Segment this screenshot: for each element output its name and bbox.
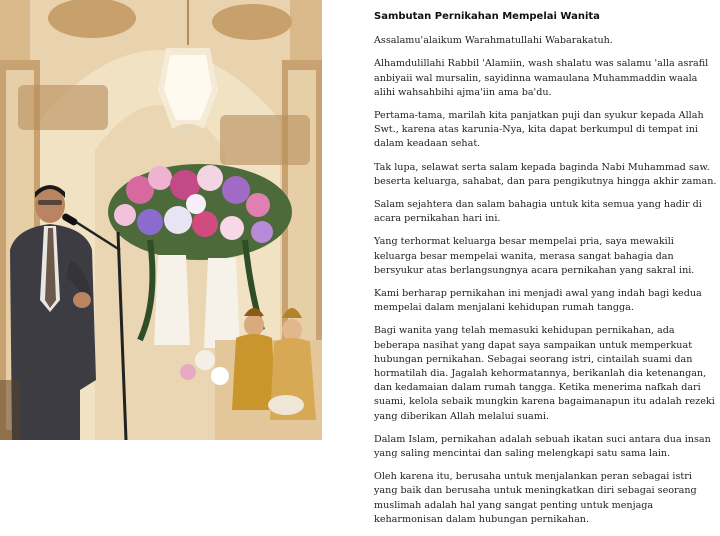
wedding-photo xyxy=(0,0,322,440)
article-paragraph: Oleh karena itu, berusaha untuk menjalankan peran sebagai istri yang baik dan berusaha untuk meningkatkan diri sebagai seorang muslimah adalah hal yang sangat penting untuk menjaga keharmonisan dalam hubungan pernikahan. xyxy=(374,471,697,525)
article-paragraph: Salam sejahtera dan salam bahagia untuk kita semua yang hadir di acara pernikahan hari ini. xyxy=(374,199,702,225)
article-paragraph: Yang terhormat keluarga besar mempelai pria, saya mewakili keluarga besar mempelai wanita, merasa sangat bahagia dan bersyukur atas berlangsungnya acara pernikahan yang sakral ini. xyxy=(374,236,695,276)
article-paragraph: Alhamdulillahi Rabbil 'Alamiin, wash shalatu was salamu 'alla asrafil anbiyaii wal mursalin, sayidinna wamaulana Muhammaddin waala alihi wahsahbihi ajma'iin ama ba'du. xyxy=(374,58,709,98)
article-paragraph: Pertama-tama, marilah kita panjatkan puji dan syukur kepada Allah Swt., karena atas karunia-Nya, kita dapat berkumpul di tempat ini dalam keadaan sehat. xyxy=(374,110,704,150)
speech-article xyxy=(374,10,718,536)
article-title: Sambutan Pernikahan Mempelai Wanita xyxy=(374,11,600,22)
article-paragraph: Bagi wanita yang telah memasuki kehidupan pernikahan, ada beberapa nasihat yang dapat saya sampaikan untuk memperkuat hubungan pernikahan. Sebagai seorang istri, cintailah suami dan hormatilah dia. Jagalah kehormatannya, berikanlah dia ketenangan, dan kedamaian dalam rumah tangga. Ketika menerima nafkah dari suami, kelola sebaik mungkin karena bagaimanapun itu adalah rezeki yang diberikan Allah melalui suami. xyxy=(374,325,715,422)
article-paragraph: Tak lupa, selawat serta salam kepada baginda Nabi Muhammad saw. beserta keluarga, sahabat, dan para pengikutnya hingga akhir zaman. xyxy=(374,161,717,187)
article-paragraph: Kami berharap pernikahan ini menjadi awal yang indah bagi kedua mempelai dalam menjalani kehidupan rumah tangga. xyxy=(374,288,702,314)
article-paragraph: Dalam Islam, pernikahan adalah sebuah ikatan suci antara dua insan yang saling mencintai dan saling melengkapi satu sama lain. xyxy=(374,433,711,460)
photo-illustration xyxy=(0,0,322,440)
article-paragraph: Assalamu'alaikum Warahmatullahi Wabarakatuh. xyxy=(374,35,613,47)
